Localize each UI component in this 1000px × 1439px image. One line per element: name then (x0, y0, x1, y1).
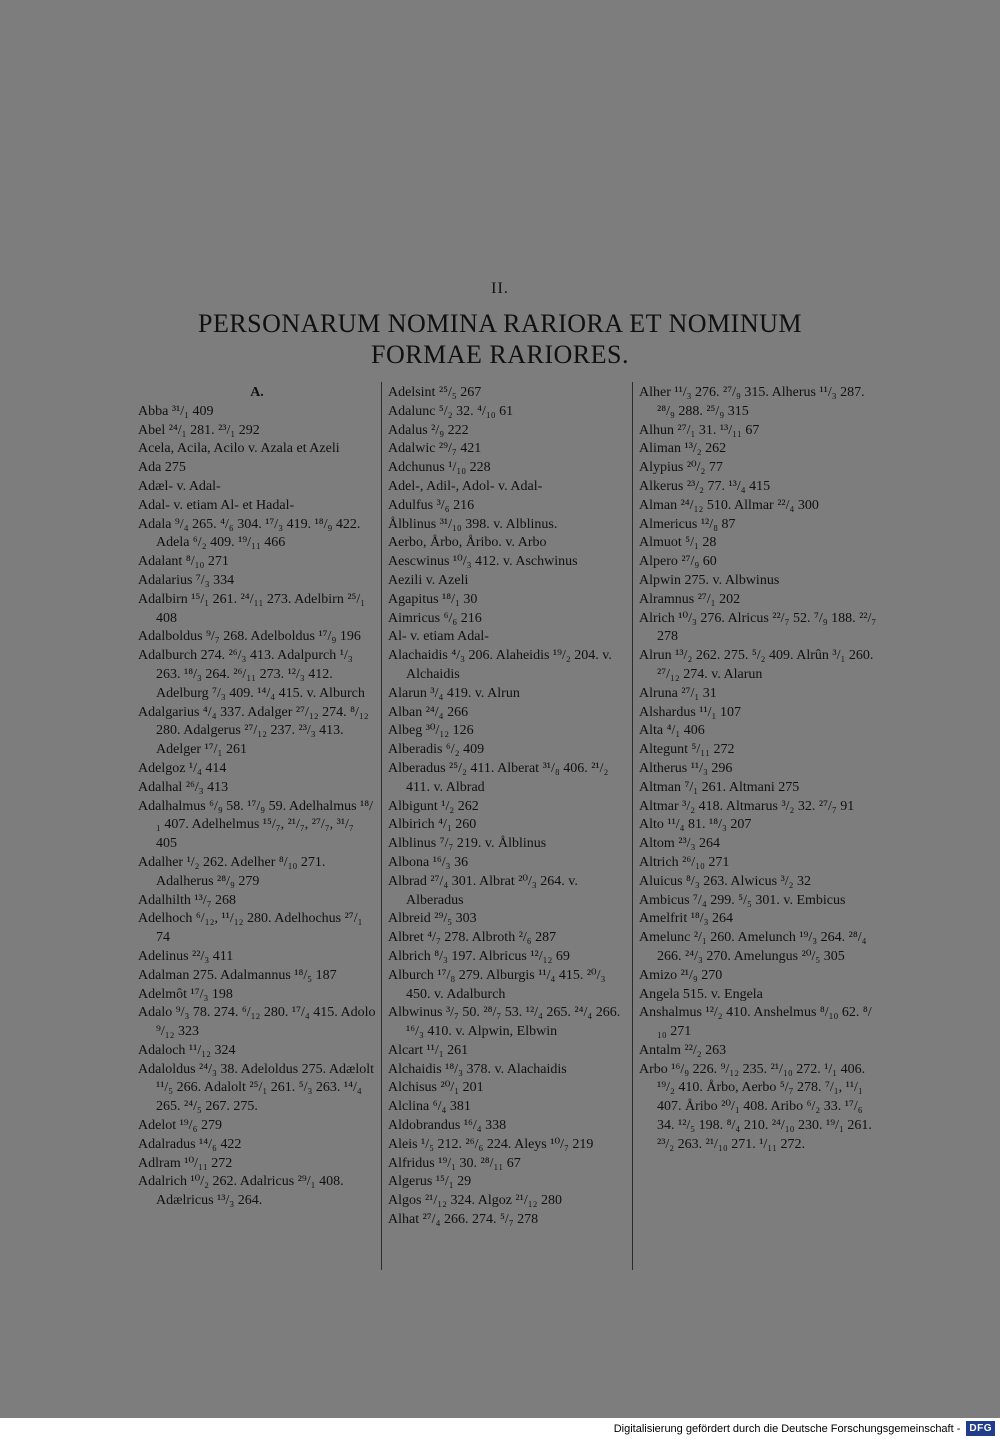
index-entry: Aluicus ⁸/₃ 263. Alwicus ³/₂ 32 (639, 873, 812, 889)
title-line-2: FORMAE RARIORES. (371, 340, 629, 369)
index-entry: Amelunc ²/₁ 260. Amelunch ¹⁹/₃ 264. ²⁸/₄ 266. ²⁴/₃ 270. Amelungus ²⁰/₅ 305 (639, 930, 867, 964)
index-entry: Adaloldus ²⁴/₃ 38. Adeloldus 275. Adælolt ¹¹/₅ 266. Adalolt ²⁵/₁ 261. ⁵/₃ 263. ¹⁴/₄ 265. ²⁴/₅ 267. 275. (138, 1061, 375, 1115)
index-column-2 (388, 384, 628, 1230)
index-entry: Alpero ²⁷/₉ 60 (639, 554, 717, 570)
index-entry: Abba ³¹/₁ 409 (138, 403, 214, 419)
index-entry: Algos ²¹/₁₂ 324. Algoz ²¹/₁₂ 280 (388, 1193, 562, 1209)
index-column-3 (639, 384, 879, 1155)
index-entry: Adalhilth ¹³/₇ 268 (138, 892, 237, 908)
index-entry: Alto ¹¹/₄ 81. ¹⁸/₃ 207 (639, 817, 752, 833)
index-entry: Alclina ⁶/₄ 381 (388, 1099, 471, 1115)
index-entry: Angela 515. v. Engela (639, 986, 763, 1002)
index-entry: Antalm ²²/₂ 263 (639, 1042, 727, 1058)
index-entry: Adalunc ⁵/₂ 32. ⁴/₁₀ 61 (388, 403, 514, 419)
index-entry: Aimricus ⁶/₆ 216 (388, 610, 482, 626)
index-entry: Altom ²³/₃ 264 (639, 836, 720, 852)
index-entry: Alruna ²⁷/₁ 31 (639, 685, 717, 701)
index-entry: Adelot ¹⁹/₆ 279 (138, 1118, 222, 1134)
index-entry: Almericus ¹²/₈ 87 (639, 516, 736, 532)
index-entry: Aezili v. Azeli (388, 572, 469, 588)
index-entry: Alban ²⁴/₄ 266 (388, 704, 469, 720)
dfg-logo: DFG (966, 1421, 995, 1436)
index-entry: Albigunt ¹/₂ 262 (388, 798, 479, 814)
index-entry: Alramnus ²⁷/₁ 202 (639, 591, 741, 607)
index-entry: Acela, Acila, Acilo v. Azala et Azeli (138, 441, 340, 457)
index-entry: Ambicus ⁷/₄ 299. ⁵/₅ 301. v. Embicus (639, 892, 846, 908)
index-entry: Alachaidis ⁴/₃ 206. Alaheidis ¹⁹/₂ 204. v. Alchaidis (388, 648, 612, 682)
index-entry: Altegunt ⁵/₁₁ 272 (639, 742, 735, 758)
index-entry: Alhat ²⁷/₄ 266. 274. ⁵/₇ 278 (388, 1212, 539, 1228)
index-column-1 (138, 384, 376, 1211)
index-entry: Adalgarius ⁴/₄ 337. Adalger ²⁷/₁₂ 274. ⁸/₁₂ 280. Adalgerus ²⁷/₁₂ 237. ²³/₃ 413. Adelger ¹⁷/₁ 261 (138, 704, 369, 758)
index-entry: Altman ⁷/₁ 261. Altmani 275 (639, 779, 800, 795)
letter-heading: A. (250, 385, 264, 400)
index-entry: Alburch ¹⁷/₈ 279. Alburgis ¹¹/₄ 415. ²⁰/₃ 450. v. Adalburch (388, 967, 606, 1002)
page-number: II. (491, 280, 509, 297)
index-entry: Adchunus ¹/₁₀ 228 (388, 460, 491, 476)
index-entry: Adelgoz ¹/₄ 414 (138, 760, 227, 776)
title-line-1: PERSONARUM NOMINA RARIORA ET NOMINUM (197, 309, 803, 338)
index-entry: Alfridus ¹⁹/₁ 30. ²⁸/₁₁ 67 (388, 1155, 521, 1171)
index-entry: Adalrich ¹⁰/₂ 262. Adalricus ²⁹/₁ 408. Adælricus ¹³/₃ 264. (138, 1174, 344, 1209)
index-entry: Alman ²⁴/₁₂ 510. Allmar ²²/₄ 300 (639, 497, 819, 513)
index-entry: Adalbirn ¹⁵/₁ 261. ²⁴/₁₁ 273. Adelbirn ²⁵/₁ 408 (138, 591, 366, 626)
index-entry: Adalburch 274. ²⁶/₃ 413. Adalpurch ¹/₃ 263. ¹⁸/₃ 264. ²⁶/₁₁ 273. ¹²/₃ 412. Adelburg ⁷/₃ 409. ¹⁴/₄ 415. v. Alburch (138, 648, 365, 701)
index-entry: Altmar ³/₂ 418. Altmarus ³/₂ 32. ²⁷/₇ 91 (639, 798, 855, 814)
index-entry: Albrich ⁸/₃ 197. Albricus ¹²/₁₂ 69 (388, 948, 570, 964)
index-entry: Adalus ²/₉ 222 (388, 422, 469, 438)
index-entry: Altrich ²⁶/₁₀ 271 (639, 854, 730, 870)
index-entry: Alberadis ⁶/₂ 409 (388, 742, 485, 758)
index-entry: Adalradus ¹⁴/₆ 422 (138, 1136, 242, 1152)
index-entry: Alrich ¹⁰/₃ 276. Alricus ²²/₇ 52. ⁷/₉ 188. ²²/₇ 278 (639, 610, 877, 645)
index-entry: Adæl- v. Adal- (138, 478, 221, 494)
index-entry: Adalwic ²⁹/₇ 421 (388, 441, 482, 457)
index-entry: Ada 275 (138, 460, 186, 476)
index-entry: Adlram ¹⁰/₁₁ 272 (138, 1155, 233, 1171)
index-entry: Albeg ³⁰/₁₂ 126 (388, 723, 474, 739)
index-entry: Adalhalmus ⁶/₉ 58. ¹⁷/₉ 59. Adelhalmus ¹⁸/₁ 407. Adelhelmus ¹⁵/₇, ²¹/₇, ²⁷/₇, ³¹/₇ 405 (138, 798, 374, 852)
index-entry: Adalher ¹/₂ 262. Adelher ⁸/₁₀ 271. Adalherus ²⁸/₉ 279 (138, 854, 326, 889)
index-entry: Albrad ²⁷/₄ 301. Albrat ²⁰/₃ 264. v. Alberadus (388, 873, 578, 908)
index-entry: Aerbo, Årbo, Åribo. v. Arbo (388, 535, 547, 551)
index-entry: Arbo ¹⁶/₉ 226. ⁹/₁₂ 235. ²¹/₁₀ 272. ¹/₁ 406. ¹⁹/₂ 410. Årbo, Aerbo ⁵/₇ 278. ⁷/₁, ¹¹/₁ 407. Åribo ²⁰/₁ 408. Aribo ⁶/₂ 33. ¹⁷/₆ 34. ¹²/₅ 198. ⁸/₄ 210. ²⁴/₁₀ 230. ¹⁹/₁ 261. ²³/₂ 263. ²¹/₁₀ 271. ¹/₁₁ 272. (639, 1061, 872, 1152)
index-entry: Alhun ²⁷/₁ 31. ¹³/₁₁ 67 (639, 422, 760, 438)
index-entry: Aescwinus ¹⁰/₃ 412. v. Aschwinus (388, 554, 578, 570)
index-entry: Albwinus ³/₇ 50. ²⁸/₇ 53. ¹²/₄ 265. ²⁴/₄ 266. ¹⁶/₃ 410. v. Alpwin, Elbwin (388, 1005, 621, 1040)
index-entry: Alchaidis ¹⁸/₃ 378. v. Alachaidis (388, 1061, 567, 1077)
index-entry: Adalhal ²⁶/₃ 413 (138, 779, 229, 795)
index-entry: Alberadus ²⁵/₂ 411. Alberat ³¹/₈ 406. ²¹/₂ 411. v. Albrad (388, 760, 609, 795)
index-entry: Adalboldus ⁹/₇ 268. Adelboldus ¹⁷/₉ 196 (138, 629, 361, 645)
index-entry: Abel ²⁴/₁ 281. ²³/₁ 292 (138, 422, 260, 438)
index-entry: Adel-, Adil-, Adol- v. Adal- (388, 478, 543, 494)
index-entry: Albreid ²⁹/₅ 303 (388, 911, 477, 927)
index-entry: Adalo ⁹/₃ 78. 274. ⁶/₁₂ 280. ¹⁷/₄ 415. Adolo ⁹/₁₂ 323 (138, 1005, 376, 1040)
index-entry: Alblinus ⁷/₇ 219. v. Ålblinus (388, 836, 547, 852)
index-entry: Algerus ¹⁵/₁ 29 (388, 1174, 472, 1190)
index-entry: Aliman ¹³/₂ 262 (639, 441, 727, 457)
index-entry: Albret ⁴/₇ 278. Albroth ²/₆ 287 (388, 930, 557, 946)
index-entry: Alcart ¹¹/₁ 261 (388, 1042, 469, 1058)
index-entry: Alypius ²⁰/₂ 77 (639, 460, 723, 476)
index-entry: Almuot ⁵/₁ 28 (639, 535, 717, 551)
index-entry: Alpwin 275. v. Albwinus (639, 572, 780, 588)
index-entry: Adulfus ³/₆ 216 (388, 497, 475, 513)
index-entry: Albirich ⁴/₁ 260 (388, 817, 477, 833)
index-entry: Alshardus ¹¹/₁ 107 (639, 704, 741, 720)
index-entry: Adelinus ²²/₃ 411 (138, 948, 234, 964)
footer-text: Digitalisierung gefördert durch die Deutsche Forschungsgemeinschaft - (613, 1422, 961, 1435)
index-entry: Al- v. etiam Adal- (388, 629, 489, 645)
index-entry: Adelmôt ¹⁷/₃ 198 (138, 986, 233, 1002)
index-entry: Aldobrandus ¹⁶/₄ 338 (388, 1118, 507, 1134)
index-entry: Alta ⁴/₁ 406 (639, 723, 705, 739)
index-entry: Alher ¹¹/₃ 276. ²⁷/₉ 315. Alherus ¹¹/₃ 287. ²⁸/₉ 288. ²⁵/₉ 315 (639, 385, 865, 419)
index-entry: Agapitus ¹⁸/₁ 30 (388, 591, 478, 607)
index-entry: Adala ⁹/₄ 265. ⁴/₆ 304. ¹⁷/₃ 419. ¹⁸/₉ 422. Adela ⁶/₂ 409. ¹⁹/₁₁ 466 (138, 516, 361, 551)
column-divider (381, 382, 382, 1270)
index-entry: Adalman 275. Adalmannus ¹⁸/₅ 187 (138, 967, 337, 983)
digitization-footer (0, 1418, 1000, 1439)
index-entry: Adaloch ¹¹/₁₂ 324 (138, 1042, 236, 1058)
index-entry: Ålblinus ³¹/₁₀ 398. v. Alblinus. (388, 516, 558, 532)
index-entry: Albona ¹⁶/₃ 36 (388, 854, 469, 870)
index-entry: Adalarius ⁷/₃ 334 (138, 572, 235, 588)
index-entry: Adal- v. etiam Al- et Hadal- (138, 497, 295, 513)
index-entry: Alarun ³/₄ 419. v. Alrun (388, 685, 520, 701)
index-entry: Alchisus ²⁰/₁ 201 (388, 1080, 484, 1096)
index-entry: Amizo ²¹/₉ 270 (639, 967, 723, 983)
page-title (0, 308, 1000, 370)
index-entry: Adelhoch ⁶/₁₂, ¹¹/₁₂ 280. Adelhochus ²⁷/₁ 74 (138, 911, 363, 946)
index-entry: Anshalmus ¹²/₂ 410. Anshelmus ⁸/₁₀ 62. ⁸/₁₀ 271 (639, 1005, 872, 1040)
index-entry: Alkerus ²³/₂ 77. ¹³/₄ 415 (639, 478, 771, 494)
column-divider (632, 382, 633, 1270)
index-entry: Altherus ¹¹/₃ 296 (639, 760, 733, 776)
index-entry: Amelfrit ¹⁸/₃ 264 (639, 911, 734, 927)
index-entry: Adelsint ²⁵/₅ 267 (388, 385, 482, 400)
index-entry: Adalant ⁸/₁₀ 271 (138, 554, 229, 570)
index-entry: Alrun ¹³/₂ 262. 275. ⁵/₂ 409. Alrûn ³/₁ 260. ²⁷/₁₂ 274. v. Alarun (639, 648, 874, 682)
index-entry: Aleis ¹/₅ 212. ²⁶/₆ 224. Aleys ¹⁰/₇ 219 (388, 1136, 594, 1152)
